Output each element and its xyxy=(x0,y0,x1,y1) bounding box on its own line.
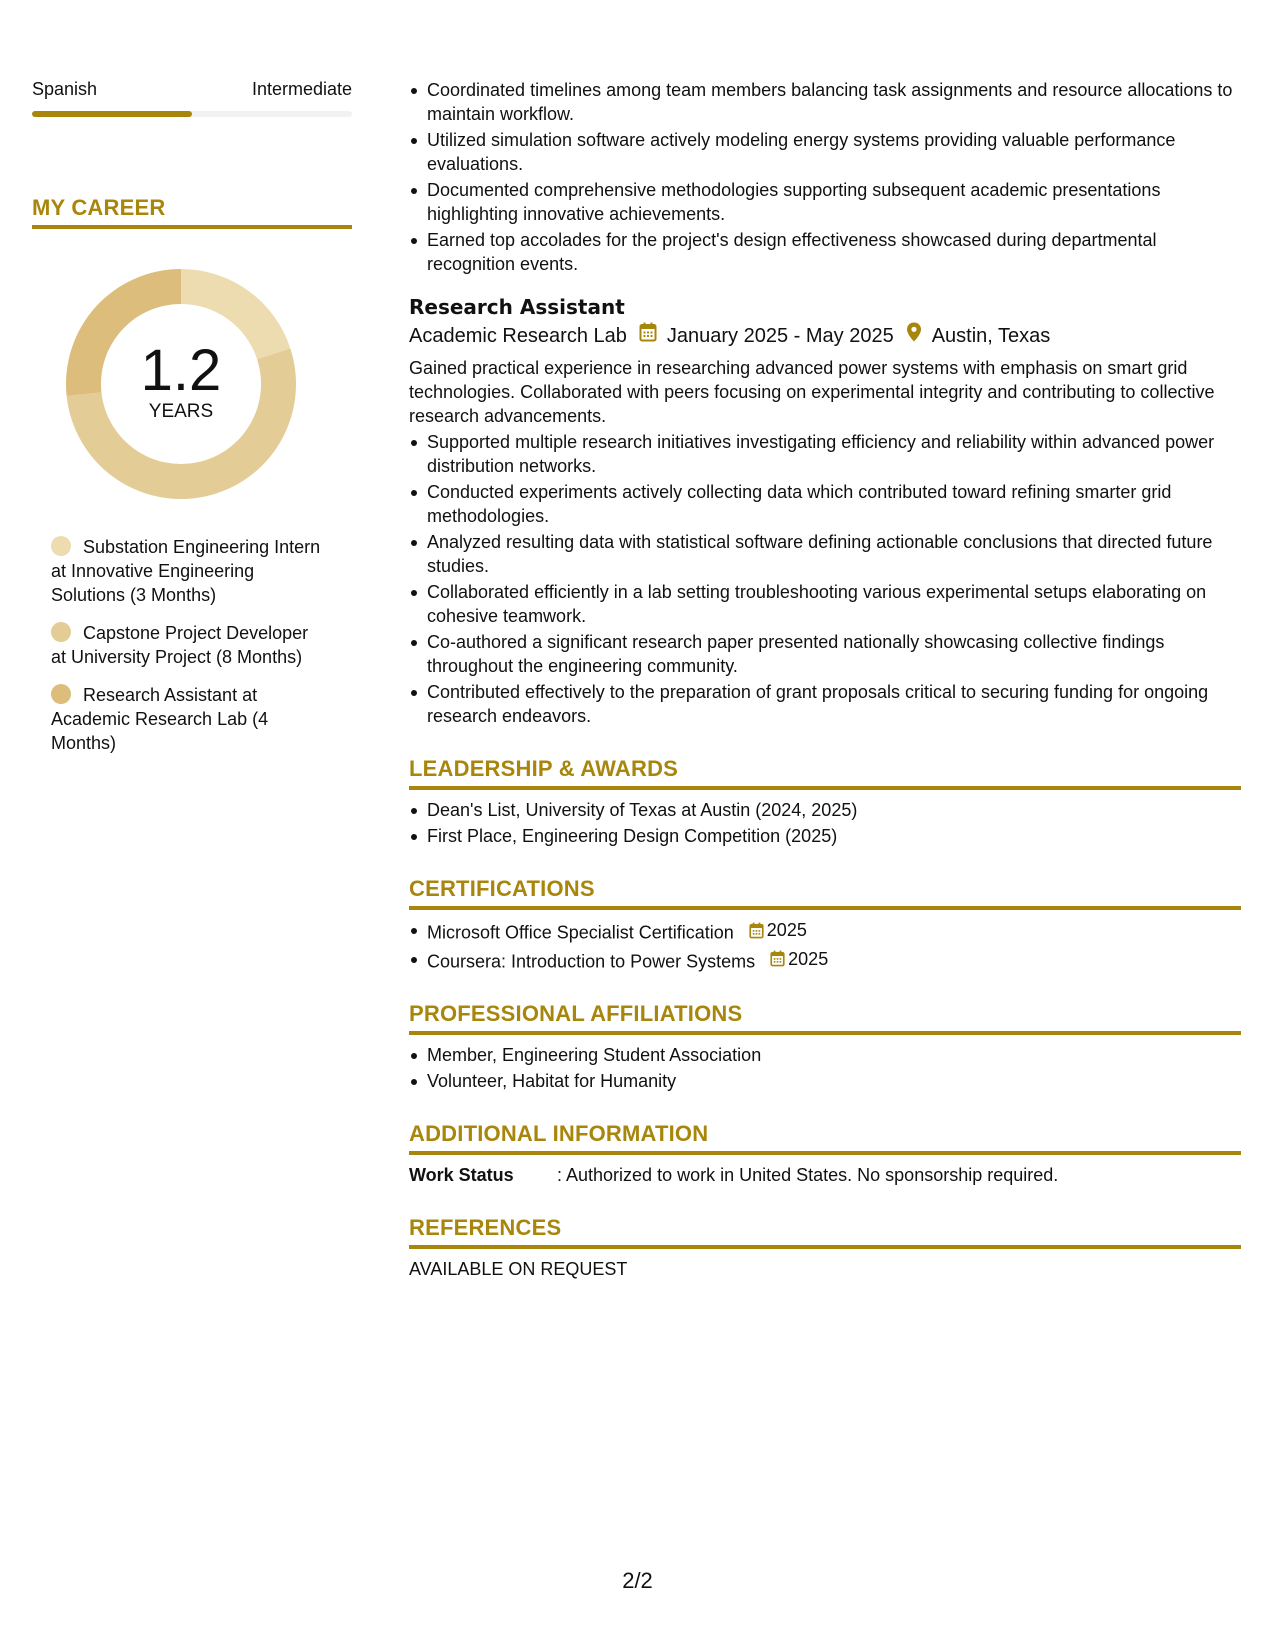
certification-name: Microsoft Office Specialist Certification xyxy=(427,922,734,943)
legend-label: Substation Engineering Intern at Innovative Engineering Solutions (3 Months) xyxy=(51,537,321,605)
legend-dot xyxy=(51,684,71,704)
career-total-unit: YEARS xyxy=(148,401,214,422)
list-item: Supported multiple research initiatives investigating efficiency and reliability within advanced power distribution networks. xyxy=(427,430,1241,478)
list-item: Contributed effectively to the preparation of grant proposals critical to securing funding for ongoing research endeavors. xyxy=(427,680,1241,728)
page-number: 2/2 xyxy=(622,1568,653,1593)
legend-item xyxy=(51,683,321,755)
certification-year: 2025 xyxy=(788,948,829,969)
legend-item xyxy=(51,535,321,607)
references-text: AVAILABLE ON REQUEST xyxy=(409,1259,628,1279)
job-title: Research Assistant xyxy=(409,295,625,319)
legend-label: Capstone Project Developer at University Project (8 Months) xyxy=(51,623,309,667)
references-section-title: REFERENCES xyxy=(409,1215,1241,1249)
list-item: First Place, Engineering Design Competition (2025) xyxy=(427,824,1241,848)
certification-date xyxy=(749,918,807,942)
career-legend xyxy=(32,535,352,755)
list-item: Documented comprehensive methodologies supporting subsequent academic presentations highlighting innovative achievements. xyxy=(427,178,1241,226)
calendar-icon xyxy=(749,922,764,939)
calendar-icon xyxy=(639,322,657,350)
legend-dot xyxy=(51,622,71,642)
language-proficiency-bar xyxy=(32,111,352,117)
location-pin-icon xyxy=(906,322,922,350)
list-item: Analyzed resulting data with statistical software defining actionable conclusions that directed future studies. xyxy=(427,530,1241,578)
job-company: Academic Research Lab xyxy=(409,325,627,347)
previous-job-bullets xyxy=(409,78,1241,276)
list-item xyxy=(427,947,1241,974)
legend-item xyxy=(51,621,321,669)
leadership-section-title: LEADERSHIP & AWARDS xyxy=(409,756,1241,790)
work-status-value: : Authorized to work in United States. No sponsorship required. xyxy=(557,1165,1059,1185)
sidebar xyxy=(32,78,352,769)
main-content xyxy=(409,78,1241,1281)
work-status-label: Work Status xyxy=(409,1165,514,1185)
donut-center xyxy=(66,338,296,423)
legend-dot xyxy=(51,536,71,556)
job-meta xyxy=(409,322,1241,350)
language-proficiency-fill xyxy=(32,111,192,117)
legend-label: Research Assistant at Academic Research Lab (4 Months) xyxy=(51,685,269,753)
list-item: Volunteer, Habitat for Humanity xyxy=(427,1069,1241,1093)
career-section-title: MY CAREER xyxy=(32,195,352,229)
affiliations-list xyxy=(409,1043,1241,1093)
certification-year: 2025 xyxy=(766,920,807,940)
additional-info-section-title: ADDITIONAL INFORMATION xyxy=(409,1121,1241,1155)
job-description: Gained practical experience in researching advanced power systems with emphasis on smart grid technologies. Collaborated with peers focusing on experimental integrity and contributing to collective research advancements. xyxy=(409,358,1215,426)
job-location: Austin, Texas xyxy=(931,325,1051,347)
calendar-icon xyxy=(770,950,785,967)
list-item: Collaborated efficiently in a lab setting troubleshooting various experimental setups elaborating on cohesive teamwork. xyxy=(427,580,1241,628)
language-row xyxy=(32,78,352,100)
list-item xyxy=(427,918,1241,945)
list-item: Member, Engineering Student Association xyxy=(427,1043,1241,1067)
job-bullets xyxy=(409,430,1241,728)
work-status-row xyxy=(409,1163,1241,1187)
list-item: Utilized simulation software actively modeling energy systems providing valuable performance evaluations. xyxy=(427,128,1241,176)
list-item: Conducted experiments actively collecting data which contributed toward refining smarter grid methodologies. xyxy=(427,480,1241,528)
certification-name: Coursera: Introduction to Power Systems xyxy=(427,951,756,971)
job-dates: January 2025 - May 2025 xyxy=(666,325,894,347)
list-item: Earned top accolades for the project's design effectiveness showcased during departmental recognition events. xyxy=(427,228,1241,276)
leadership-list xyxy=(409,798,1241,848)
certifications-list xyxy=(409,918,1241,973)
language-name: Spanish xyxy=(32,79,98,99)
certification-date xyxy=(770,947,828,971)
affiliations-section-title: PROFESSIONAL AFFILIATIONS xyxy=(409,1001,1241,1035)
list-item: Co-authored a significant research paper presented nationally showcasing collective findings throughout the engineering community. xyxy=(427,630,1241,678)
certifications-section-title: CERTIFICATIONS xyxy=(409,876,1241,910)
list-item: Coordinated timelines among team members balancing task assignments and resource allocations to maintain workflow. xyxy=(427,78,1241,126)
career-donut-chart xyxy=(66,269,296,499)
list-item: Dean's List, University of Texas at Austin (2024, 2025) xyxy=(427,798,1241,822)
language-level: Intermediate xyxy=(251,79,352,99)
career-total-years: 1.2 xyxy=(140,338,222,403)
